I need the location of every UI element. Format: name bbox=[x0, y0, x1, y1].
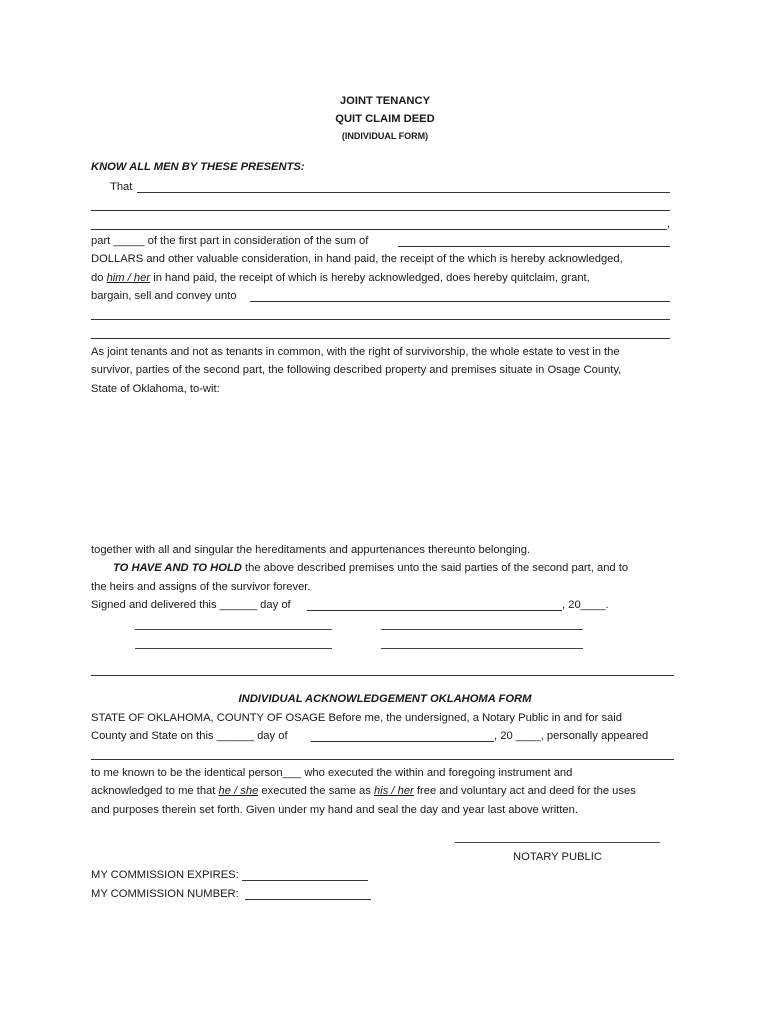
title-quit-claim-deed: QUIT CLAIM DEED bbox=[335, 113, 435, 125]
grantee-line-2 bbox=[91, 319, 670, 320]
acknowledgement-heading: INDIVIDUAL ACKNOWLEDGEMENT OKLAHOMA FORM bbox=[238, 693, 532, 705]
do-line bbox=[91, 271, 671, 285]
signed-year: , 20____. bbox=[562, 599, 609, 611]
notary-signature-line bbox=[455, 842, 660, 843]
together-text: together with all and singular the hereditaments and appurtenances thereunto belonging. bbox=[91, 544, 531, 556]
notary-public-label: NOTARY PUBLIC bbox=[513, 851, 602, 863]
commission-number-line bbox=[245, 899, 371, 900]
commission-number-label: MY COMMISSION NUMBER: bbox=[91, 888, 239, 900]
title-joint-tenancy: JOINT TENANCY bbox=[339, 95, 431, 107]
form-type: (INDIVIDUAL FORM) bbox=[341, 131, 429, 141]
ack-line-4c: free and voluntary act and deed for the uses bbox=[413, 785, 636, 797]
grantee-line-3 bbox=[91, 338, 670, 339]
signature-line-4 bbox=[381, 648, 583, 649]
sum-line bbox=[398, 246, 670, 247]
heirs-text: the heirs and assigns of the survivor forever. bbox=[91, 581, 311, 593]
signature-line-3 bbox=[135, 648, 332, 649]
commission-expires-line bbox=[242, 880, 368, 881]
ack-line-5: and purposes therein set forth. Given under my hand and seal the day and year last above written. bbox=[91, 804, 578, 816]
ack-line-2a: County and State on this ______ day of bbox=[91, 730, 288, 742]
signed-line: Signed and delivered this ______ day of bbox=[91, 599, 291, 611]
ack-line-4a: acknowledged to me that bbox=[91, 785, 219, 797]
to-have-rest: the above described premises unto the said parties of the second part, and to bbox=[241, 562, 629, 574]
in-hand-text: in hand paid, the receipt of which is hereby acknowledged, does hereby quitclaim, grant, bbox=[150, 272, 590, 284]
grantor-line-3 bbox=[91, 229, 667, 230]
ack-line-2b: , 20 ____, personally appeared bbox=[494, 730, 649, 742]
bargain-line: bargain, sell and convey unto bbox=[91, 290, 237, 302]
joint-text-2: survivor, parties of the second part, the following described property and premises situate in Osage County, bbox=[91, 364, 622, 376]
joint-text-1: As joint tenants and not as tenants in common, with the right of survivorship, the whole estate to vest in the bbox=[91, 346, 620, 358]
ack-month-line bbox=[311, 741, 494, 742]
him-her-choice: him / her bbox=[106, 272, 151, 284]
grantor-line-2 bbox=[91, 210, 670, 211]
ack-person-line bbox=[91, 759, 674, 760]
dollars-line: DOLLARS and other valuable consideration, in hand paid, the receipt of the which is hereby acknowledged, bbox=[91, 253, 623, 265]
his-her-choice: his / her bbox=[373, 785, 414, 797]
part-line: part _____ of the first part in consideration of the sum of bbox=[91, 235, 369, 247]
commission-expires-label: MY COMMISSION EXPIRES: bbox=[91, 869, 239, 881]
signature-line-2 bbox=[381, 629, 583, 630]
to-have-heading: TO HAVE AND TO HOLD bbox=[113, 562, 242, 574]
comma: , bbox=[667, 218, 671, 230]
grantor-line-1 bbox=[137, 192, 670, 193]
to-have-line bbox=[113, 561, 673, 575]
that-label: That bbox=[110, 181, 133, 193]
he-she-choice: he / she bbox=[218, 785, 259, 797]
do-label: do bbox=[91, 272, 104, 284]
ack-line-3: to me known to be the identical person___ who executed the within and foregoing instrument and bbox=[91, 767, 573, 779]
preamble: KNOW ALL MEN BY THESE PRESENTS: bbox=[91, 161, 305, 173]
ack-line-4b: executed the same as bbox=[258, 785, 374, 797]
signed-month-line bbox=[307, 610, 562, 611]
joint-text-3: State of Oklahoma, to-wit: bbox=[91, 383, 220, 395]
ack-line-4 bbox=[91, 784, 681, 798]
signature-line-1 bbox=[135, 629, 332, 630]
grantee-line-1 bbox=[250, 301, 670, 302]
ack-line-1: STATE OF OKLAHOMA, COUNTY OF OSAGE Before me, the undersigned, a Notary Public in and for said bbox=[91, 712, 622, 724]
section-divider bbox=[91, 675, 674, 676]
